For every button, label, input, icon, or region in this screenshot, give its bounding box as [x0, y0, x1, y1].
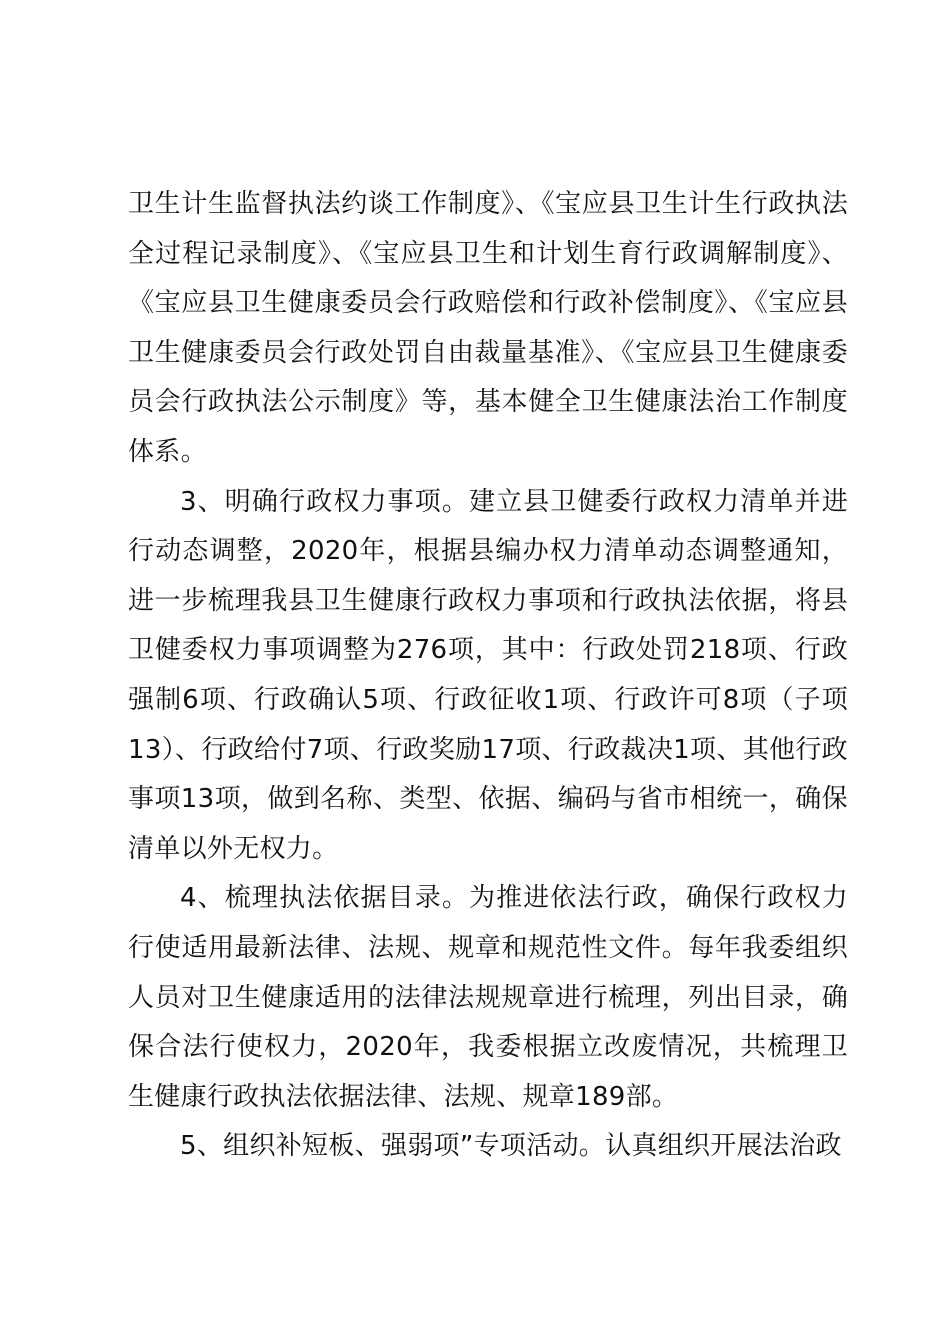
paragraph-item-4: 4、梳理执法依据目录。为推进依法行政，确保行政权力行使适用最新法律、法规、规章和规范性文件。每年我委组织人员对卫生健康适用的法律法规规章进行梳理，列出目录，确保合法行使权力，2020年，我委根据立改废情况，共梳理卫生健康行政执法依据法律、法规、规章189部。 — [128, 883, 848, 1112]
document-body — [128, 180, 848, 1172]
paragraph-continuation: 卫生计生监督执法约谈工作制度》、《宝应县卫生计生行政执法全过程记录制度》、《宝应县卫生和计划生育行政调解制度》、《宝应县卫生健康委员会行政赔偿和行政补偿制度》、《宝应县卫生健康委员会行政处罚自由裁量基准》、《宝应县卫生健康委员会行政执法公示制度》等，基本健全卫生健康法治工作制度体系。 — [128, 189, 848, 467]
paragraph-item-5: 5、组织补短板、强弱项”专项活动。认真组织开展法治政 — [180, 1131, 842, 1162]
paragraph-item-3: 3、明确行政权力事项。建立县卫健委行政权力清单并进行动态调整，2020年，根据县编办权力清单动态调整通知，进一步梳理我县卫生健康行政权力事项和行政执法依据，将县卫健委权力事项调整为276项，其中：行政处罚218项、行政强制6项、行政确认5项、行政征收1项、行政许可8项（子项13）、行政给付7项、行政奖励17项、行政裁决1项、其他行政事项13项，做到名称、类型、依据、编码与省市相统一，确保清单以外无权力。 — [128, 486, 848, 864]
